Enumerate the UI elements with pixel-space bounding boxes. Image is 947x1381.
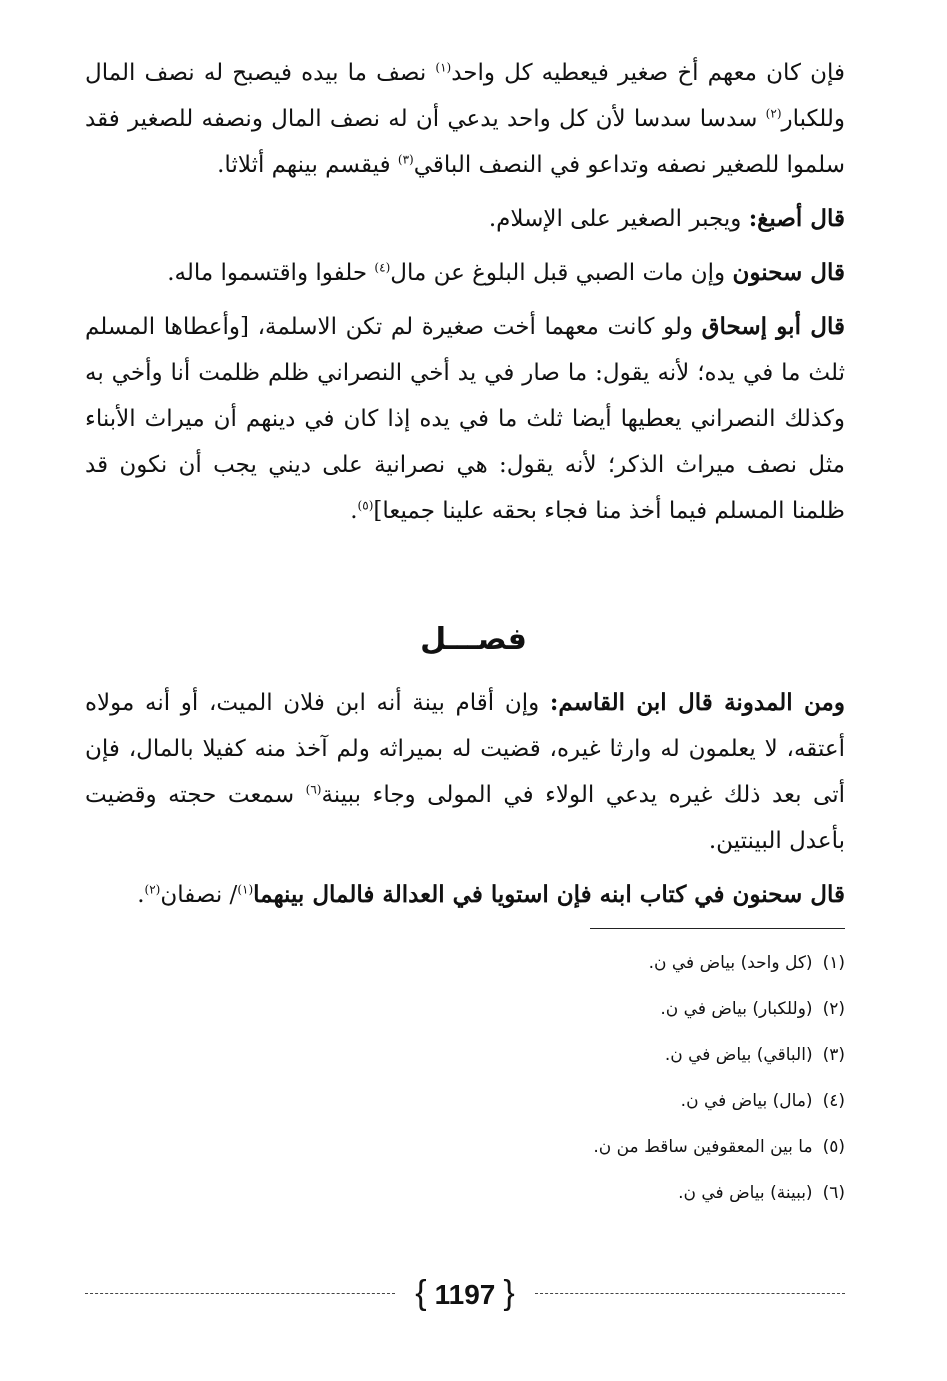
footnote-ref: (١)	[435, 60, 452, 75]
footnote-number: (٣)	[822, 1045, 845, 1065]
footnote-text: ما بين المعقوفين ساقط من ن.	[593, 1137, 813, 1157]
footnote-text: (الباقي) بياض في ن.	[664, 1045, 813, 1065]
footnote-number: (٤)	[822, 1091, 845, 1111]
main-text-top	[85, 50, 845, 542]
brace-close: }	[503, 1274, 515, 1312]
footnote-text: (مال) بياض في ن.	[680, 1091, 813, 1111]
page-footer	[85, 1268, 845, 1318]
paragraph-text: وإن مات الصبي قبل البلوغ عن مال	[390, 260, 733, 286]
page-number: 1197	[434, 1279, 496, 1310]
paragraph-text: سدسا سدسا لأن كل واحد يدعي أن له نصف المال ونصفه للصغير فقد سلموا للصغير نصفه وتداعو في النصف الباقي	[85, 106, 845, 178]
paragraph	[85, 250, 845, 296]
paragraph	[85, 196, 845, 242]
main-text-bottom	[85, 680, 845, 926]
paragraph-text: وإن أقام بينة أنه ابن فلان الميت، أو أنه مولاه أعتقه، لا يعلمون له وارثا غيره، قضيت له بميراثه ولم آخذ منه كفيلا بالمال، فإن أتى بعد ذلك غيره يدعي الولاء في المولى وجاء ببينة	[85, 690, 845, 808]
footnote-text: (وللكبار) بياض في ن.	[660, 999, 813, 1019]
paragraph-text: فإن كان معهم أخ صغير فيعطيه كل واحد	[451, 60, 845, 86]
paragraph-text: .	[137, 882, 145, 908]
footnote	[85, 1090, 845, 1113]
footer-rule-right	[535, 1293, 845, 1294]
footnote	[85, 998, 845, 1021]
footnote-ref: (٢)	[144, 882, 161, 897]
paragraph-lead: قال سحنون	[732, 259, 845, 286]
paragraph-text: ويجبر الصغير على الإسلام.	[488, 206, 749, 232]
footnote-ref: (٤)	[374, 260, 391, 275]
footnote-ref: (٥)	[357, 498, 374, 513]
paragraph-text: / نصفان	[160, 882, 238, 908]
footnote-number: (١)	[822, 953, 845, 973]
footnotes	[85, 952, 845, 1228]
paragraph-lead: قال أصبغ:	[748, 205, 845, 232]
paragraph-text: سمعت حجته وقضيت بأعدل البينتين.	[85, 782, 845, 854]
paragraph-text: نصف ما بيده فيصبح له نصف المال وللكبار	[85, 60, 845, 132]
footnote	[85, 1136, 845, 1159]
paragraph-lead: ومن المدونة قال ابن القاسم:	[549, 689, 845, 716]
brace-open: {	[415, 1274, 427, 1312]
paragraph	[85, 304, 845, 534]
section-heading: فصـــل	[420, 622, 527, 657]
paragraph	[85, 872, 845, 918]
paragraph-text: حلفوا واقتسموا ماله.	[167, 260, 375, 286]
paragraph-lead: قال أبو إسحاق	[701, 313, 845, 340]
footnote-number: (٦)	[822, 1183, 845, 1203]
footnote-ref: (٦)	[305, 782, 322, 797]
paragraph-text: ولو كانت معهما أخت صغيرة لم تكن الاسلمة، [وأعطاها المسلم ثلث ما في يده؛ لأنه يقول: ما صار في يد أخي النصراني ظلم ظلمت أنا وأخي به وكذلك النصراني يعطيها أيضا ثلث ما في يده إذا كان في دينهم أن ميراث الأبناء مثل نصف ميراث الذكر؛ لأنه يقول: هي نصرانية على ديني يجب أن نكون قد ظلمنا المسلم فيما أخذ منا فجاء بحقه علينا جميعا]	[85, 314, 845, 524]
paragraph	[85, 50, 845, 188]
footnote-text: (ببينة) بياض في ن.	[678, 1183, 813, 1203]
footnote	[85, 952, 845, 975]
paragraph-text: فيقسم بينهم أثلاثا.	[217, 152, 398, 178]
paragraph-lead: قال سحنون في كتاب ابنه فإن استويا في العدالة فالمال بينهما	[253, 881, 845, 908]
page-number-box	[400, 1268, 530, 1318]
footnote	[85, 1044, 845, 1067]
footer-rule-left	[85, 1293, 395, 1294]
footnote-ref: (٣)	[397, 152, 414, 167]
footnote-number: (٥)	[822, 1137, 845, 1157]
footnote	[85, 1182, 845, 1205]
footnote-ref: (٢)	[765, 106, 782, 121]
paragraph-text: .	[350, 498, 358, 524]
paragraph	[85, 680, 845, 864]
footnote-number: (٢)	[822, 999, 845, 1019]
footnote-separator	[590, 928, 845, 929]
footnote-text: (كل واحد) بياض في ن.	[648, 953, 813, 973]
footnote-ref: (١)	[237, 882, 254, 897]
